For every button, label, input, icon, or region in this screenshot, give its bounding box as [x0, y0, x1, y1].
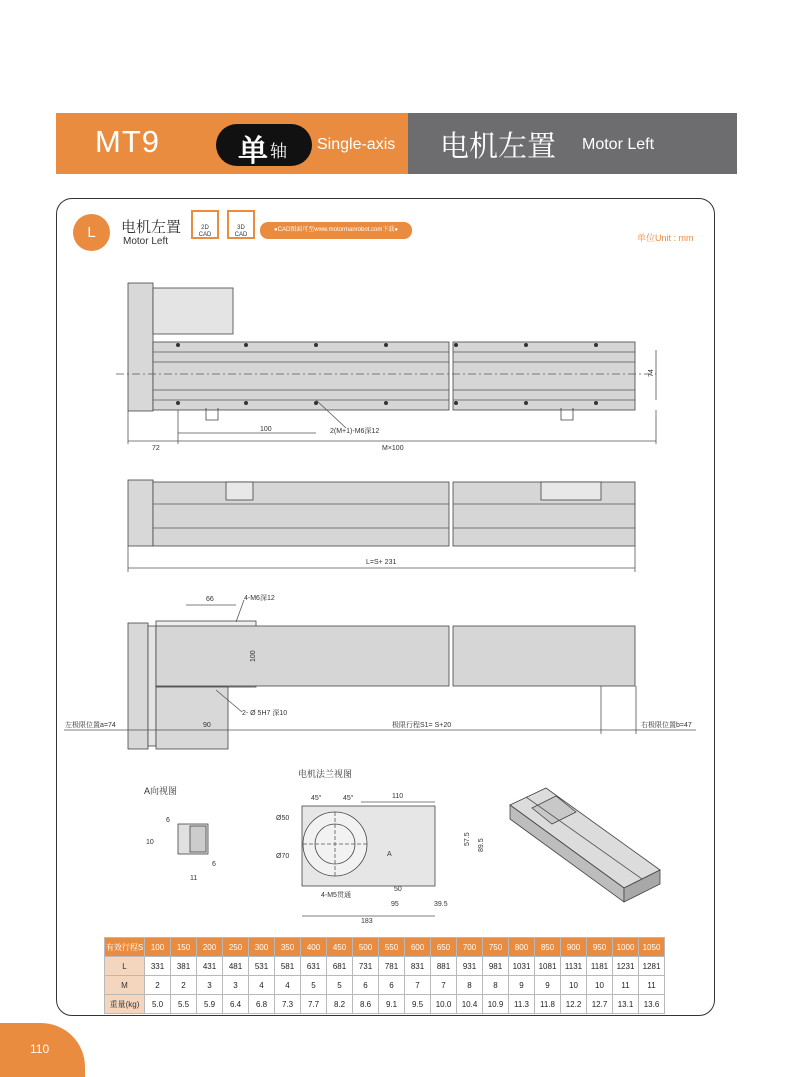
- cell: 950: [587, 938, 613, 957]
- cell: 331: [145, 957, 171, 976]
- cell: 500: [353, 938, 379, 957]
- cell: 8: [483, 976, 509, 995]
- cell: 13.1: [613, 995, 639, 1014]
- cell: 4: [275, 976, 301, 995]
- cell: 11: [639, 976, 665, 995]
- cell: 800: [509, 938, 535, 957]
- cell: 831: [405, 957, 431, 976]
- dim-183: 183: [361, 918, 373, 925]
- stroke-note: 极限行程S1= S+20: [392, 722, 452, 729]
- cell: 700: [457, 938, 483, 957]
- cell: 2: [145, 976, 171, 995]
- cell: 5: [301, 976, 327, 995]
- cell: 3: [223, 976, 249, 995]
- right-limit-note: 右极限位置b=47: [641, 722, 692, 729]
- length-note: L=S+ 231: [366, 559, 397, 566]
- cell: 2: [171, 976, 197, 995]
- spec-table: [104, 937, 665, 1014]
- top-view: [116, 283, 656, 452]
- dim-50: 50: [394, 886, 402, 893]
- row-label: 重量(kg): [105, 995, 145, 1014]
- flange-title: 电机法兰视图: [298, 769, 353, 779]
- cell: 10: [561, 976, 587, 995]
- pitch-note: M×100: [382, 445, 404, 452]
- cell: 250: [223, 938, 249, 957]
- cell: 1000: [613, 938, 639, 957]
- cell: 11.3: [509, 995, 535, 1014]
- cell: 400: [301, 938, 327, 957]
- dim-110: 110: [392, 793, 404, 800]
- label-a: A: [387, 851, 392, 858]
- dim-39-5: 39.5: [434, 901, 448, 908]
- table-row-stroke: [105, 938, 665, 957]
- cell: 1231: [613, 957, 639, 976]
- table-row-l: [105, 957, 665, 976]
- cell: 8.2: [327, 995, 353, 1014]
- axis-type-en: Single-axis: [317, 136, 396, 153]
- view-a-dim-10: 10: [146, 839, 154, 846]
- cell: 300: [249, 938, 275, 957]
- cell: 7: [405, 976, 431, 995]
- cell: 7.3: [275, 995, 301, 1014]
- dia-70: Ø70: [276, 853, 290, 860]
- cad-download-note[interactable]: ●CAD图面可至www.motormanrobot.com下载●: [260, 222, 412, 239]
- cell: 5: [327, 976, 353, 995]
- cell: 581: [275, 957, 301, 976]
- cell: 731: [353, 957, 379, 976]
- cell: 350: [275, 938, 301, 957]
- cell: 6: [379, 976, 405, 995]
- cell: 4: [249, 976, 275, 995]
- cell: 6: [353, 976, 379, 995]
- technical-drawings: [56, 260, 716, 932]
- cell: 10.0: [431, 995, 457, 1014]
- cell: 931: [457, 957, 483, 976]
- section-title-en: Motor Left: [123, 236, 169, 247]
- holes-note: 2(M+1)-M6深12: [330, 428, 380, 435]
- dim-90: 90: [203, 722, 211, 729]
- cell: 9: [535, 976, 561, 995]
- cell: 100: [145, 938, 171, 957]
- view-a-dim-6b: 6: [212, 861, 216, 868]
- cell: 681: [327, 957, 353, 976]
- cell: 1081: [535, 957, 561, 976]
- cell: 431: [197, 957, 223, 976]
- cell: 881: [431, 957, 457, 976]
- dim-100-top: 100: [260, 426, 272, 433]
- model-title: MT9: [95, 124, 160, 159]
- cell: 5.0: [145, 995, 171, 1014]
- cell: 6.4: [223, 995, 249, 1014]
- dim-72: 72: [152, 445, 160, 452]
- pin-hole-note: 2- Ø 5H7 深10: [242, 710, 288, 717]
- cell: 1131: [561, 957, 587, 976]
- cell: 600: [405, 938, 431, 957]
- row-label: 有效行程S: [105, 938, 145, 957]
- cell: 900: [561, 938, 587, 957]
- angle-1: 45°: [311, 795, 322, 802]
- page-number: 110: [30, 1042, 50, 1056]
- cell: 13.6: [639, 995, 665, 1014]
- dim-57-5: 57.5: [464, 832, 471, 846]
- cell: 1050: [639, 938, 665, 957]
- cad-3d-sublabel: CAD: [234, 232, 248, 238]
- angle-2: 45°: [343, 795, 354, 802]
- cell: 3: [197, 976, 223, 995]
- unit-label: 单位Unit : mm: [637, 233, 694, 243]
- cell: 5.5: [171, 995, 197, 1014]
- cell: 1031: [509, 957, 535, 976]
- isometric-view: [510, 788, 660, 902]
- cell: 11.8: [535, 995, 561, 1014]
- cell: 650: [431, 938, 457, 957]
- dia-50: Ø50: [276, 815, 290, 822]
- cell: 450: [327, 938, 353, 957]
- cell: 6.8: [249, 995, 275, 1014]
- row-label: M: [105, 976, 145, 995]
- cell: 10.9: [483, 995, 509, 1014]
- cell: 8: [457, 976, 483, 995]
- motor-position-cn: 电机左置: [440, 131, 557, 163]
- section-title-cn: 电机左置: [121, 219, 182, 236]
- table-row-m: [105, 976, 665, 995]
- left-limit-note: 左极限位置a=74: [65, 722, 116, 729]
- dim-89-5: 89.5: [478, 838, 485, 852]
- cell: 9: [509, 976, 535, 995]
- cell: 531: [249, 957, 275, 976]
- section-badge: L: [73, 214, 110, 251]
- cell: 12.7: [587, 995, 613, 1014]
- dim-100-side: 100: [250, 650, 257, 662]
- cell: 12.2: [561, 995, 587, 1014]
- cell: 10.4: [457, 995, 483, 1014]
- view-a: [144, 785, 216, 882]
- cell: 750: [483, 938, 509, 957]
- cell: 7.7: [301, 995, 327, 1014]
- cell: 150: [171, 938, 197, 957]
- cell: 850: [535, 938, 561, 957]
- cell: 8.6: [353, 995, 379, 1014]
- cell: 381: [171, 957, 197, 976]
- view-a-title: A向视图: [144, 786, 178, 796]
- dim-66: 66: [206, 596, 214, 603]
- cell: 781: [379, 957, 405, 976]
- cell: 9.5: [405, 995, 431, 1014]
- cell: 1181: [587, 957, 613, 976]
- m5-note: 4-M5贯通: [321, 892, 351, 899]
- cell: 1281: [639, 957, 665, 976]
- row-label: L: [105, 957, 145, 976]
- cell: 981: [483, 957, 509, 976]
- view-a-dim-6: 6: [166, 817, 170, 824]
- view-a-dim-11: 11: [190, 875, 198, 882]
- motor-position-en: Motor Left: [582, 136, 655, 153]
- axis-type-pill: [216, 124, 312, 166]
- cad-3d-icon[interactable]: [227, 210, 255, 239]
- cad-2d-icon[interactable]: [191, 210, 219, 239]
- tapped-note: 4-M6深12: [244, 595, 275, 602]
- flange-view: [276, 768, 485, 925]
- cad-2d-label: 2D: [201, 225, 209, 231]
- cell: 550: [379, 938, 405, 957]
- cell: 481: [223, 957, 249, 976]
- cell: 10: [587, 976, 613, 995]
- bottom-view: [64, 594, 696, 749]
- cell: 200: [197, 938, 223, 957]
- dim-74: 74: [648, 369, 655, 377]
- table-row-weight: [105, 995, 665, 1014]
- side-view: [128, 480, 635, 572]
- cell: 9.1: [379, 995, 405, 1014]
- cell: 5.9: [197, 995, 223, 1014]
- cell: 11: [613, 976, 639, 995]
- axis-type-big: 单: [238, 135, 268, 168]
- cad-2d-sublabel: CAD: [198, 232, 212, 238]
- dim-95: 95: [391, 901, 399, 908]
- axis-type-small: 轴: [270, 142, 287, 161]
- cell: 631: [301, 957, 327, 976]
- cell: 7: [431, 976, 457, 995]
- cad-3d-label: 3D: [237, 225, 245, 231]
